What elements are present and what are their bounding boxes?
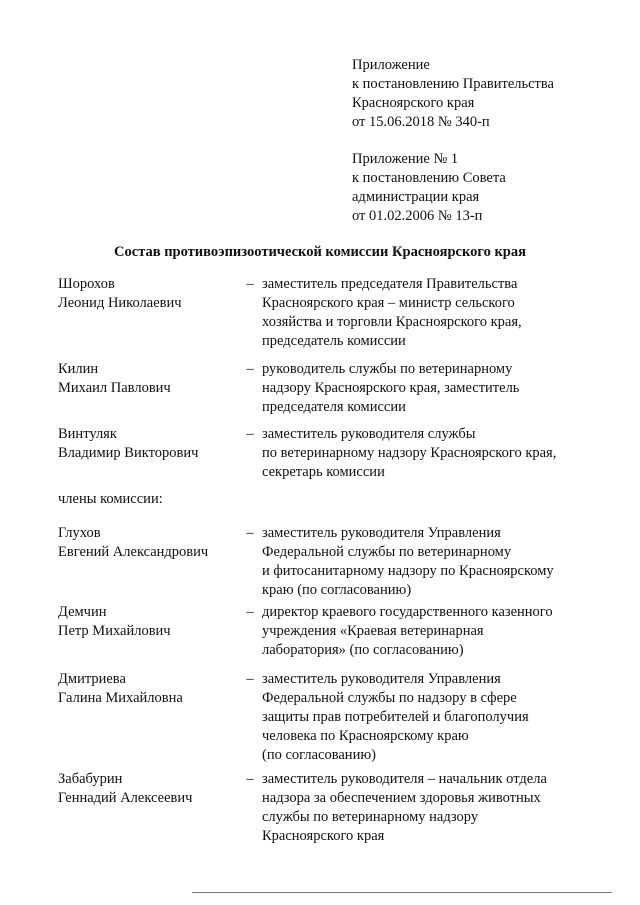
member-name	[58, 360, 238, 398]
given-names: Галина Михайловна	[58, 690, 183, 706]
member-name	[58, 425, 238, 463]
given-names: Евгений Александрович	[58, 544, 209, 560]
surname: Демчин	[58, 604, 107, 620]
role-line: и фитосанитарному надзору по Красноярскому	[262, 563, 554, 579]
role-line: заместитель руководителя Управления	[262, 525, 501, 541]
role-line: по ветеринарному надзору Красноярского края,	[262, 445, 557, 461]
member-role	[262, 360, 602, 417]
given-names: Геннадий Алексеевич	[58, 790, 193, 806]
surname: Килин	[58, 361, 99, 377]
role-line: директор краевого государственного казенного	[262, 604, 553, 620]
role-line: человека по Красноярскому краю	[262, 728, 469, 744]
annex-line: Приложение	[352, 57, 430, 73]
role-line: руководитель службы по ветеринарному	[262, 361, 513, 377]
member-name	[58, 670, 238, 708]
annex-line: от 15.06.2018 № 340-п	[352, 114, 490, 130]
document-title: Состав противоэпизоотической комиссии Красноярского края	[114, 244, 526, 260]
role-line: заместитель руководителя – начальник отдела	[262, 771, 547, 787]
annex1-reference	[352, 150, 554, 226]
member-name	[58, 603, 238, 641]
dash: –	[246, 771, 254, 787]
role-line: председателя комиссии	[262, 399, 406, 415]
role-line: Федеральной службы по надзору в сфере	[262, 690, 517, 706]
role-line: краю (по согласованию)	[262, 582, 412, 598]
role-line: защиты прав потребителей и благополучия	[262, 709, 529, 725]
member-role	[262, 770, 602, 846]
dash: –	[246, 426, 254, 442]
dash: –	[246, 361, 254, 377]
role-line: заместитель руководителя службы	[262, 426, 476, 442]
role-line: учреждения «Краевая ветеринарная	[262, 623, 484, 639]
given-names: Владимир Викторович	[58, 445, 199, 461]
dash: –	[246, 276, 254, 292]
annex-line: к постановлению Правительства	[352, 76, 554, 92]
role-line: Федеральной службы по ветеринарному	[262, 544, 512, 560]
given-names: Михаил Павлович	[58, 380, 171, 396]
role-line: Красноярского края	[262, 828, 385, 844]
member-role	[262, 275, 602, 351]
member-name	[58, 770, 238, 808]
role-line: заместитель руководителя Управления	[262, 671, 501, 687]
annex1-line: к постановлению Совета	[352, 170, 506, 186]
role-line: службы по ветеринарному надзору	[262, 809, 479, 825]
member-name	[58, 275, 238, 313]
annex-reference	[352, 56, 554, 132]
role-line: (по согласованию)	[262, 747, 376, 763]
surname: Забабурин	[58, 771, 123, 787]
scan-edge-line	[192, 892, 612, 893]
member-role	[262, 670, 602, 765]
document-header	[352, 56, 554, 226]
given-names: Петр Михайлович	[58, 623, 171, 639]
surname: Шорохов	[58, 276, 115, 292]
role-line: секретарь комиссии	[262, 464, 385, 480]
dash: –	[246, 604, 254, 620]
annex1-line: администрации края	[352, 189, 480, 205]
surname: Дмитриева	[58, 671, 126, 687]
members-label: члены комиссии:	[58, 491, 163, 507]
given-names: Леонид Николаевич	[58, 295, 182, 311]
dash: –	[246, 671, 254, 687]
annex1-line: от 01.02.2006 № 13-п	[352, 208, 483, 224]
member-role	[262, 425, 602, 482]
role-line: надзора за обеспечением здоровья животных	[262, 790, 541, 806]
role-line: лаборатория» (по согласованию)	[262, 642, 464, 658]
role-line: Красноярского края – министр сельского	[262, 295, 515, 311]
member-role	[262, 603, 602, 660]
role-line: надзору Красноярского края, заместитель	[262, 380, 520, 396]
member-role	[262, 524, 602, 600]
role-line: председатель комиссии	[262, 333, 406, 349]
dash: –	[246, 525, 254, 541]
surname: Глухов	[58, 525, 101, 541]
surname: Винтуляк	[58, 426, 117, 442]
role-line: заместитель председателя Правительства	[262, 276, 518, 292]
role-line: хозяйства и торговли Красноярского края,	[262, 314, 522, 330]
member-name	[58, 524, 238, 562]
annex-line: Красноярского края	[352, 95, 475, 111]
annex1-line: Приложение № 1	[352, 151, 459, 167]
